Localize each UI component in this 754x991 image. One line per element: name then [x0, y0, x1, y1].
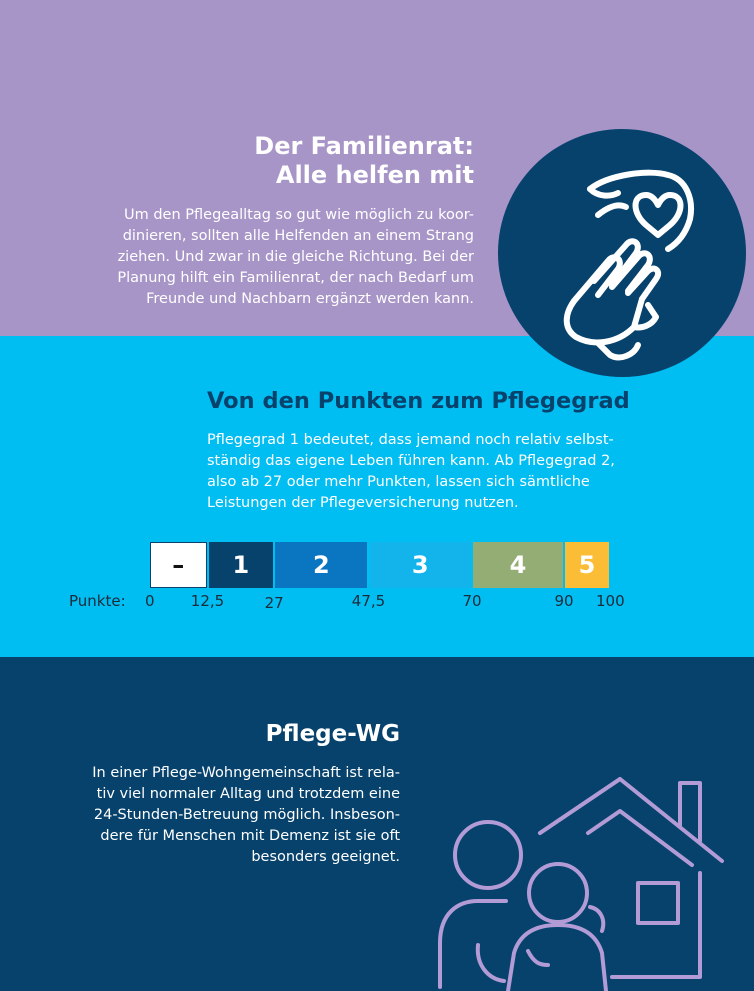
pflegegrad-section	[0, 336, 754, 657]
text-line: In einer Pflege-Wohngemeinschaft ist rela-	[92, 765, 400, 781]
tick-label: 0	[145, 592, 155, 610]
grade-segment: 1	[209, 542, 274, 588]
text-line: besonders geeignet.	[251, 849, 400, 865]
hand-heart-badge	[498, 129, 746, 377]
pflegegrad-title: Von den Punkten zum Pflegegrad	[207, 388, 630, 414]
text-line: Pflegegrad 1 bedeutet, dass jemand noch relativ selbst-	[207, 432, 614, 448]
text-line: 24-Stunden-Betreuung möglich. Insbeson-	[93, 807, 400, 823]
grade-segment: 3	[370, 542, 472, 588]
grade-segment: 4	[473, 542, 563, 588]
text-line: tiv viel normaler Alltag und trotzdem eine	[96, 786, 400, 802]
grade-segment: –	[150, 542, 207, 588]
familienrat-title	[94, 132, 474, 190]
pflege-wg-text	[40, 763, 400, 868]
points-axis-label: Punkte:	[69, 592, 126, 610]
text-line: also ab 27 oder mehr Punkten, lassen sich sämtliche	[207, 474, 590, 490]
tick-label: 90	[554, 592, 574, 610]
pflegegrad-scale	[0, 542, 754, 588]
tick-label: 70	[462, 592, 482, 610]
familienrat-text	[44, 205, 474, 310]
text-line: Freunde und Nachbarn ergänzt werden kann.	[146, 291, 474, 307]
text-line: dinieren, sollten alle Helfenden an einem Strang	[122, 228, 474, 244]
points-axis	[0, 592, 754, 612]
grade-segment: 2	[275, 542, 367, 588]
grade-segment: 5	[565, 542, 609, 588]
familienrat-title-line: Der Familienrat:	[254, 132, 474, 160]
tick-label: 12,5	[190, 592, 225, 610]
text-line: Um den Pflegealltag so gut wie möglich zu koor-	[124, 207, 474, 223]
people-and-house-icon	[430, 713, 750, 991]
pflege-wg-section	[0, 657, 754, 991]
text-line: Leistungen der Pflegeversicherung nutzen.	[207, 495, 519, 511]
tick-label: 27	[264, 594, 284, 612]
tick-label: 100	[596, 592, 625, 610]
text-line: ziehen. Und zwar in die gleiche Richtung. Bei der	[117, 249, 474, 265]
tick-label: 47,5	[351, 592, 386, 610]
pflege-wg-title: Pflege-WG	[265, 721, 400, 747]
text-line: dere für Menschen mit Demenz ist sie oft	[100, 828, 400, 844]
pflegegrad-text	[207, 430, 677, 514]
text-line: Planung hilft ein Familienrat, der nach Bedarf um	[117, 270, 474, 286]
hand-with-heart-icon	[498, 129, 746, 377]
familienrat-title-line: Alle helfen mit	[275, 161, 474, 189]
text-line: ständig das eigene Leben führen kann. Ab Pflegegrad 2,	[207, 453, 615, 469]
